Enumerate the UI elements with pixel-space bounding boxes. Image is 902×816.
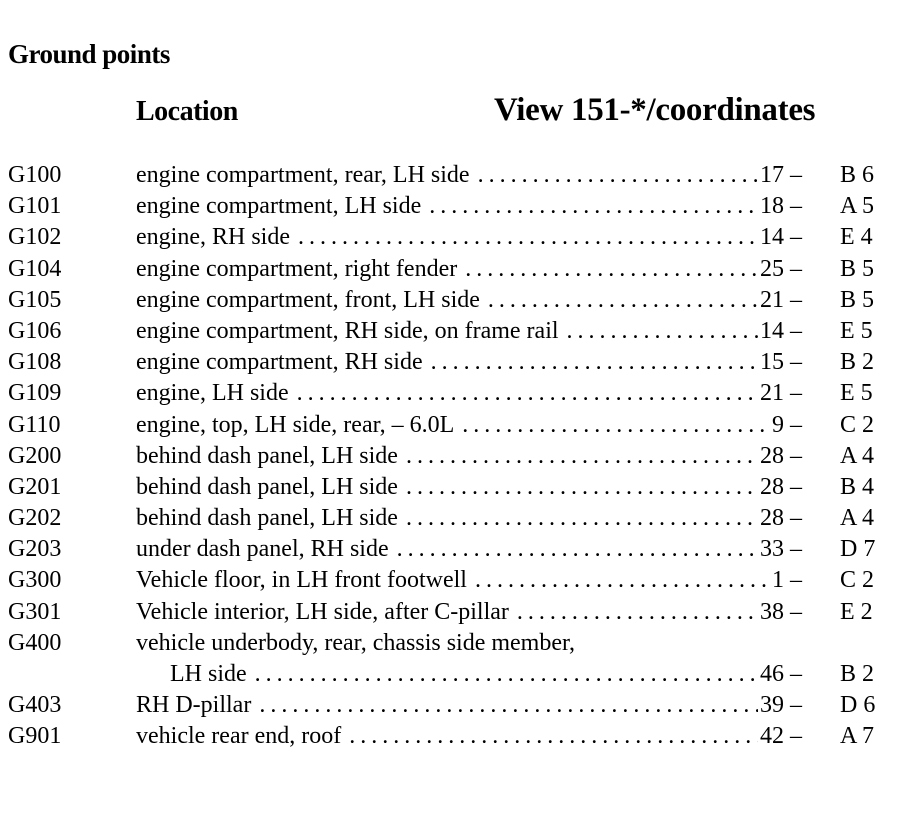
coordinate: D 7 xyxy=(840,536,876,563)
view-number: 9 xyxy=(772,411,784,438)
ground-point-row xyxy=(0,628,902,690)
ground-point-row xyxy=(0,191,902,222)
view-dash: – xyxy=(790,598,802,625)
ground-points-list xyxy=(0,160,902,753)
location-text: engine compartment, RH side, on frame rail xyxy=(136,317,559,344)
location-text: behind dash panel, LH side xyxy=(136,505,398,532)
view-dash: – xyxy=(790,411,802,438)
coordinate: E 5 xyxy=(840,317,873,344)
dot-leader xyxy=(398,503,758,534)
view-number: 25 xyxy=(760,255,784,282)
coordinate: B 5 xyxy=(840,255,875,282)
view-number: 21 xyxy=(760,380,784,407)
location-text: vehicle rear end, roof xyxy=(136,723,342,750)
location-text: engine compartment, LH side xyxy=(136,193,422,220)
coordinate: B 2 xyxy=(840,349,875,376)
dot-leader xyxy=(470,160,758,191)
ground-point-code: G102 xyxy=(8,224,62,251)
location-text: behind dash panel, LH side xyxy=(136,473,398,500)
coordinate: A 5 xyxy=(840,193,875,220)
location-line xyxy=(136,191,806,222)
location-line xyxy=(136,534,806,565)
view-number: 18 xyxy=(760,193,784,220)
location-line xyxy=(136,410,806,441)
view-dash: – xyxy=(790,723,802,750)
location-text: Vehicle floor, in LH front footwell xyxy=(136,567,467,594)
location-line xyxy=(136,659,806,690)
ground-point-row xyxy=(0,254,902,285)
location-line xyxy=(136,565,806,596)
location-text: LH side xyxy=(170,661,247,687)
ground-point-code: G400 xyxy=(8,629,62,656)
ground-point-row xyxy=(0,441,902,472)
location-text: engine, LH side xyxy=(136,380,289,407)
location-text: engine compartment, front, LH side xyxy=(136,286,480,313)
view-dash: – xyxy=(790,162,802,188)
ground-point-code: G301 xyxy=(8,598,62,625)
dot-leader xyxy=(398,441,758,472)
column-header-location: Location xyxy=(136,96,238,127)
view-number: 1 xyxy=(772,567,784,594)
location-line xyxy=(136,628,806,659)
section-title: Ground points xyxy=(8,39,170,69)
view-dash: – xyxy=(790,255,802,282)
location-line xyxy=(136,472,806,503)
location-text: vehicle underbody, rear, chassis side member, xyxy=(136,629,576,656)
view-number: 28 xyxy=(760,442,784,469)
dot-leader xyxy=(559,316,758,347)
dot-leader xyxy=(398,472,758,503)
ground-point-code: G201 xyxy=(8,473,62,500)
view-number: 28 xyxy=(760,473,784,500)
view-number: 46 xyxy=(760,661,784,687)
location-line xyxy=(136,721,806,752)
ground-point-row xyxy=(0,347,902,378)
ground-point-code: G200 xyxy=(8,442,62,469)
view-number: 28 xyxy=(760,505,784,532)
ground-point-row xyxy=(0,222,902,253)
view-dash: – xyxy=(790,692,802,719)
ground-point-code: G110 xyxy=(8,411,61,438)
ground-point-code: G202 xyxy=(8,505,62,532)
dot-leader xyxy=(421,191,758,222)
ground-point-code: G901 xyxy=(8,723,62,750)
dot-leader xyxy=(509,597,758,628)
view-number: 39 xyxy=(760,692,784,719)
location-line xyxy=(136,160,806,191)
view-dash: – xyxy=(790,567,802,594)
ground-point-row xyxy=(0,721,902,752)
location-line xyxy=(136,347,806,378)
location-text: engine, RH side xyxy=(136,224,290,251)
ground-point-row xyxy=(0,534,902,565)
location-line xyxy=(136,378,806,409)
dot-leader xyxy=(247,659,758,690)
view-dash: – xyxy=(790,505,802,532)
view-number: 14 xyxy=(760,317,784,344)
coordinate: E 2 xyxy=(840,598,873,625)
view-dash: – xyxy=(790,661,802,687)
view-dash: – xyxy=(790,193,802,220)
dot-leader xyxy=(251,690,758,721)
view-dash: – xyxy=(790,224,802,251)
dot-leader xyxy=(454,410,770,441)
view-number: 38 xyxy=(760,598,784,625)
view-dash: – xyxy=(790,286,802,313)
location-text: engine, top, LH side, rear, – 6.0L xyxy=(136,411,455,438)
dot-leader xyxy=(423,347,758,378)
coordinate: B 5 xyxy=(840,286,875,313)
ground-point-row xyxy=(0,690,902,721)
coordinate: A 7 xyxy=(840,723,875,750)
location-line xyxy=(136,222,806,253)
view-dash: – xyxy=(790,349,802,376)
ground-point-row xyxy=(0,410,902,441)
ground-point-row xyxy=(0,285,902,316)
dot-leader xyxy=(290,222,758,253)
ground-point-row xyxy=(0,597,902,628)
dot-leader xyxy=(289,378,758,409)
location-line xyxy=(136,503,806,534)
view-dash: – xyxy=(790,317,802,344)
ground-point-row xyxy=(0,503,902,534)
coordinate: A 4 xyxy=(840,442,875,469)
column-header-view-coordinates: View 151-*/coordinates xyxy=(494,92,816,128)
view-number: 21 xyxy=(760,286,784,313)
location-text: engine compartment, RH side xyxy=(136,349,423,376)
ground-point-row xyxy=(0,316,902,347)
dot-leader xyxy=(389,534,758,565)
coordinate: E 5 xyxy=(840,380,873,407)
ground-point-code: G101 xyxy=(8,193,62,220)
view-number: 33 xyxy=(760,536,784,563)
view-number: 17 xyxy=(760,162,784,188)
ground-point-code: G403 xyxy=(8,692,62,719)
dot-leader xyxy=(341,721,758,752)
coordinate: B 2 xyxy=(840,661,875,687)
view-number: 42 xyxy=(760,723,784,750)
coordinate: C 2 xyxy=(840,411,875,438)
view-dash: – xyxy=(790,473,802,500)
ground-point-code: G100 xyxy=(8,162,62,188)
ground-point-code: G109 xyxy=(8,380,62,407)
ground-point-code: G108 xyxy=(8,349,62,376)
view-dash: – xyxy=(790,536,802,563)
dot-leader xyxy=(480,285,758,316)
location-text: engine compartment, right fender xyxy=(136,255,458,282)
dot-leader xyxy=(457,254,758,285)
location-line xyxy=(136,597,806,628)
location-line xyxy=(136,254,806,285)
location-text: behind dash panel, LH side xyxy=(136,442,398,469)
location-text: Vehicle interior, LH side, after C-pillar xyxy=(136,598,509,625)
coordinate: C 2 xyxy=(840,567,875,594)
ground-point-code: G106 xyxy=(8,317,62,344)
coordinate: B 4 xyxy=(840,473,875,500)
location-text: RH D-pillar xyxy=(136,692,252,719)
ground-point-code: G300 xyxy=(8,567,62,594)
location-line xyxy=(136,316,806,347)
location-text: under dash panel, RH side xyxy=(136,536,389,563)
coordinate: D 6 xyxy=(840,692,876,719)
location-line xyxy=(136,441,806,472)
location-line xyxy=(136,285,806,316)
location-text: engine compartment, rear, LH side xyxy=(136,162,470,188)
ground-point-code: G105 xyxy=(8,286,62,313)
view-number: 15 xyxy=(760,349,784,376)
coordinate: E 4 xyxy=(840,224,873,251)
coordinate: A 4 xyxy=(840,505,875,532)
ground-point-code: G104 xyxy=(8,255,62,282)
dot-leader xyxy=(467,565,770,596)
ground-point-code: G203 xyxy=(8,536,62,563)
view-dash: – xyxy=(790,442,802,469)
ground-point-row xyxy=(0,160,902,191)
coordinate: B 6 xyxy=(840,162,875,188)
ground-point-row xyxy=(0,565,902,596)
location-line xyxy=(136,690,806,721)
ground-point-row xyxy=(0,472,902,503)
view-number: 14 xyxy=(760,224,784,251)
ground-point-row xyxy=(0,378,902,409)
view-dash: – xyxy=(790,380,802,407)
